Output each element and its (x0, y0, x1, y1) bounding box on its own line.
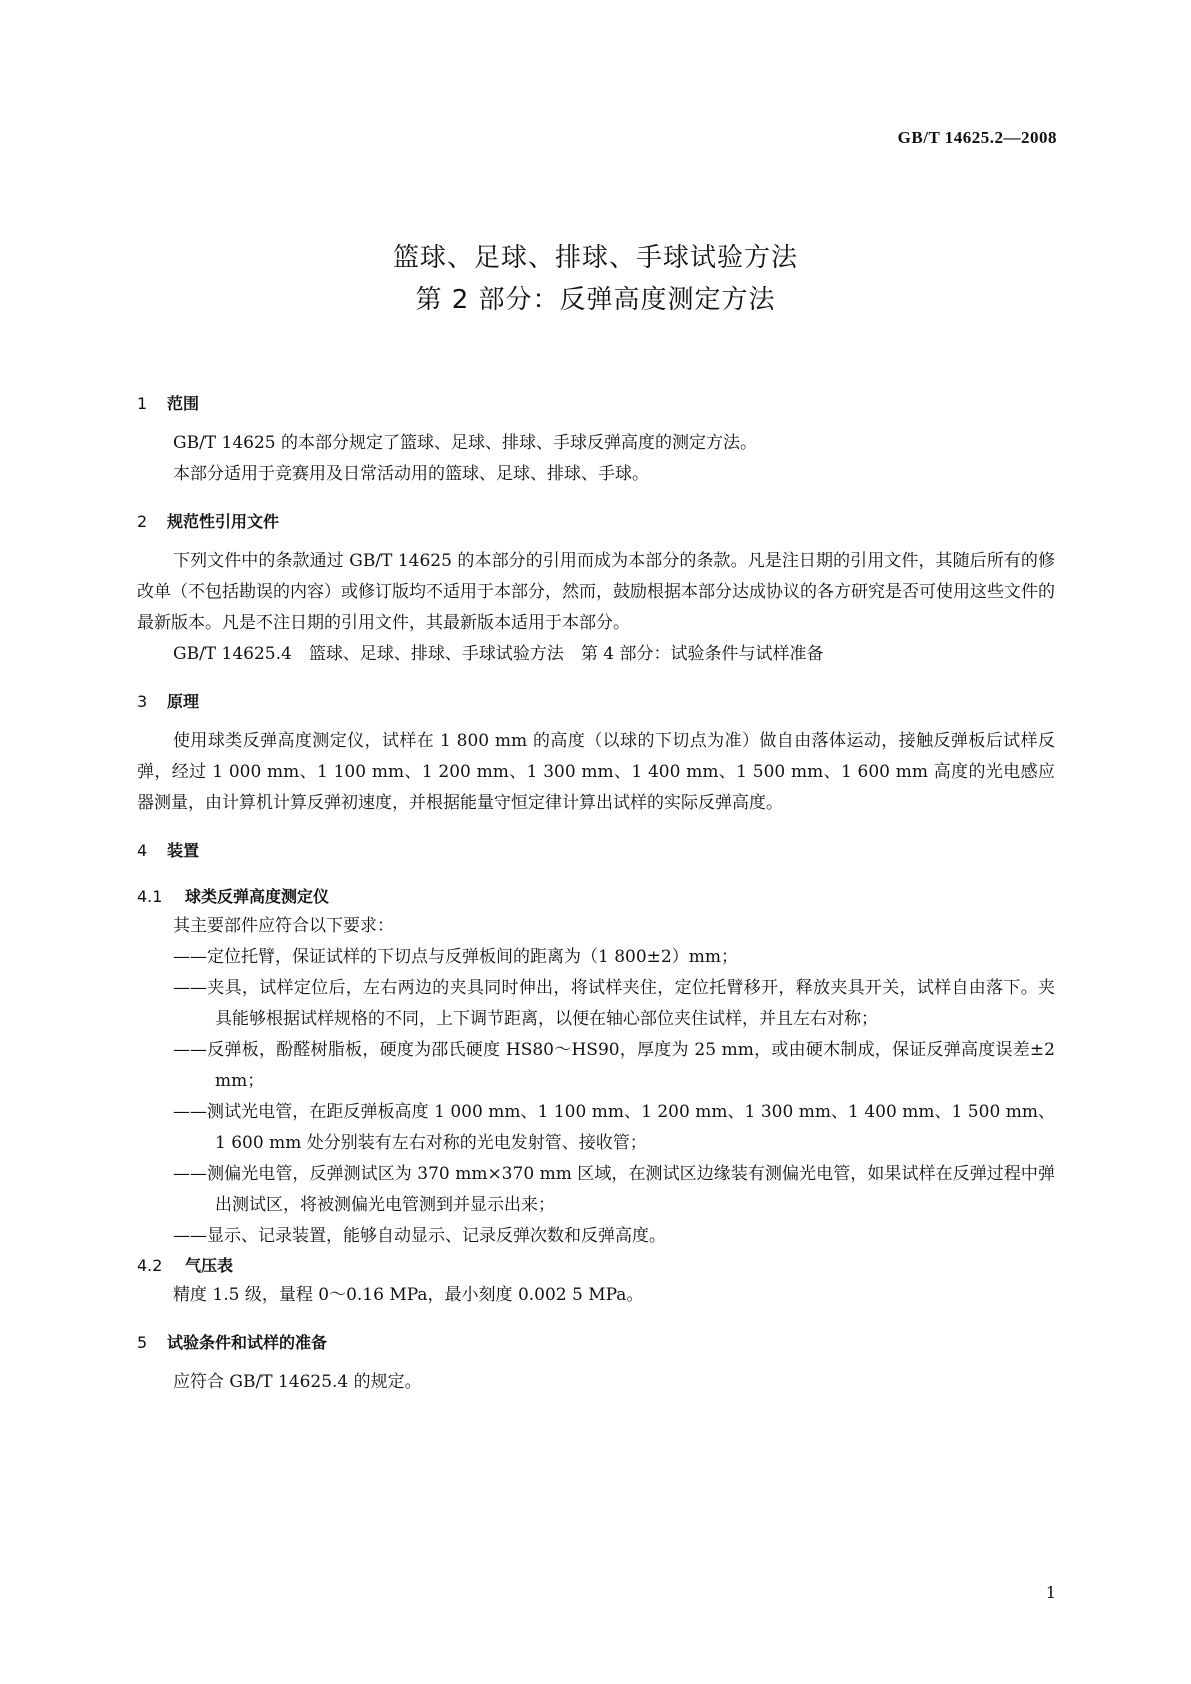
subsection-number: 4.2 (137, 1256, 163, 1275)
subsection-4-2-text: 精度 1.5 级，量程 0～0.16 MPa，最小刻度 0.002 5 MPa。 (173, 1285, 644, 1305)
standard-number: GB/T 14625.2—2008 (897, 128, 1057, 147)
section-3-paragraph-1: 使用球类反弹高度测定仪，试样在 1 800 mm 的高度（以球的下切点为准）做自由落体运动，接触反弹板后试样反弹，经过 1 000 mm、1 100 mm、1 200 mm、1 300 mm、1 400 mm、1 500 mm、1 600 mm 高度的光电感应器测量，由计算机计算反弹初速度，并根据能量守恒定律计算出试样的实际反弹高度。 (137, 731, 1055, 813)
requirement-item-6: ——显示、记录装置，能够自动显示、记录反弹次数和反弹高度。 (173, 1226, 666, 1246)
subsection-4-1-heading (137, 883, 1055, 911)
section-2-heading (137, 508, 1055, 536)
subsection-number: 4.1 (137, 887, 163, 906)
section-number: 4 (137, 841, 148, 860)
section-5-heading (137, 1329, 1055, 1357)
section-1-heading (137, 390, 1055, 418)
subsection-title: 球类反弹高度测定仪 (185, 887, 330, 906)
document-title-line2: 第 2 部分：反弹高度测定方法 (415, 285, 776, 315)
normative-reference: GB/T 14625.4 篮球、足球、排球、手球试验方法 第 4 部分：试验条件与试样准备 (173, 644, 824, 664)
section-1-paragraph-1: GB/T 14625 的本部分规定了篮球、足球、排球、手球反弹高度的测定方法。 (173, 433, 758, 453)
section-number: 2 (137, 512, 148, 531)
document-body (137, 390, 1055, 1398)
section-number: 5 (137, 1333, 148, 1352)
section-3-heading (137, 688, 1055, 716)
subsection-4-1-intro: 其主要部件应符合以下要求： (173, 916, 394, 936)
section-title: 规范性引用文件 (167, 512, 280, 531)
section-4-heading (137, 837, 1055, 865)
section-title: 装置 (167, 841, 200, 860)
page-number: 1 (1045, 1583, 1056, 1602)
requirement-item-3: ——反弹板，酚醛树脂板，硬度为邵氏硬度 HS80～HS90，厚度为 25 mm，或由硬木制成，保证反弹高度误差±2 mm； (173, 1040, 1055, 1091)
requirement-item-1: ——定位托臂，保证试样的下切点与反弹板间的距离为（1 800±2）mm； (173, 947, 738, 967)
requirement-item-5: ——测偏光电管，反弹测试区为 370 mm×370 mm 区域，在测试区边缘装有测偏光电管，如果试样在反弹过程中弹出测试区，将被测偏光电管测到并显示出来； (173, 1164, 1055, 1215)
requirement-item-4: ——测试光电管，在距反弹板高度 1 000 mm、1 100 mm、1 200 mm、1 300 mm、1 400 mm、1 500 mm、1 600 mm 处分别装有左右对称的光电发射管、接收管； (173, 1102, 1055, 1153)
subsection-4-2-heading (137, 1252, 1055, 1280)
requirement-item-2: ——夹具，试样定位后，左右两边的夹具同时伸出，将试样夹住，定位托臂移开，释放夹具开关，试样自由落下。夹具能够根据试样规格的不同，上下调节距离，以便在轴心部位夹住试样，并且左右对称； (173, 978, 1055, 1029)
document-title-line1: 篮球、足球、排球、手球试验方法 (392, 243, 798, 273)
subsection-title: 气压表 (185, 1256, 234, 1275)
section-2-paragraph-1: 下列文件中的条款通过 GB/T 14625 的本部分的引用而成为本部分的条款。凡是注日期的引用文件，其随后所有的修改单（不包括勘误的内容）或修订版均不适用于本部分，然而，鼓励根据本部分达成协议的各方研究是否可使用这些文件的最新版本。凡是不注日期的引用文件，其最新版本适用于本部分。 (137, 551, 1055, 633)
section-title: 原理 (167, 692, 200, 711)
section-5-paragraph-1: 应符合 GB/T 14625.4 的规定。 (173, 1372, 422, 1392)
section-1-paragraph-2: 本部分适用于竞赛用及日常活动用的篮球、足球、排球、手球。 (173, 464, 649, 484)
section-title: 试验条件和试样的准备 (167, 1333, 328, 1352)
section-number: 3 (137, 692, 148, 711)
section-number: 1 (137, 394, 148, 413)
section-title: 范围 (167, 394, 200, 413)
